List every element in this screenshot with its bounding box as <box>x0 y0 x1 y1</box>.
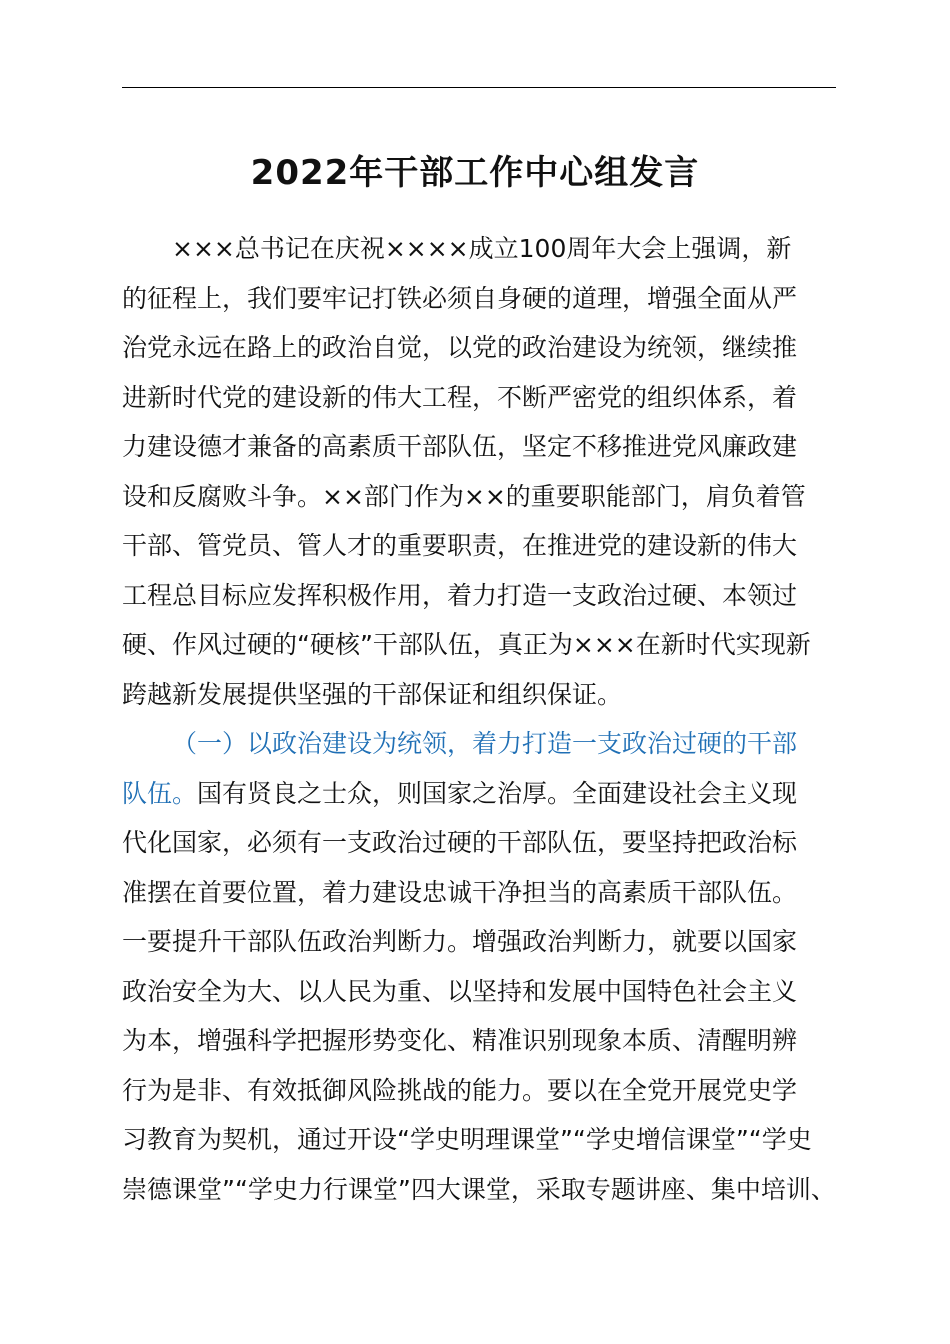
text-line: 行为是非、有效抵御风险挑战的能力。要以在全党开展党史学 <box>122 1075 798 1105</box>
text-line: 进新时代党的建设新的伟大工程，不断严密党的组织体系，着 <box>122 382 798 412</box>
section-heading-end: 队伍。 <box>122 778 198 808</box>
text-line <box>122 769 840 819</box>
header-rule <box>122 87 836 88</box>
text-line: 政治安全为大、以人民为重、以坚持和发展中国特色社会主义 <box>122 976 798 1006</box>
text-line: 为本，增强科学把握形势变化、精准识别现象本质、清醒明辨 <box>122 1026 798 1055</box>
text-line: 一要提升干部队伍政治判断力。增强政治判断力，就要以国家 <box>122 927 798 956</box>
text-line: 设和反腐败斗争。××部门作为××的重要职能部门，肩负着管 <box>122 481 806 511</box>
text-line: 习教育为契机，通过开设“学史明理课堂”“学史增信课堂”“学史 <box>122 1125 812 1154</box>
text-line: 代化国家，必须有一支政治过硬的干部队伍，要坚持把政治标 <box>122 828 798 857</box>
paragraph-intro <box>122 224 840 719</box>
text-line: 治党永远在路上的政治自觉，以党的政治建设为统领，继续推 <box>122 333 798 362</box>
page-title: 2022年干部工作中心组发言 <box>250 153 700 193</box>
text-line: 力建设德才兼备的高素质干部队伍，坚定不移推进党风廉政建 <box>122 432 798 461</box>
text-line: 崇德课堂”“学史力行课堂”四大课堂，采取专题讲座、集中培训、 <box>122 1174 836 1204</box>
text-line: 硬、作风过硬的“硬核”干部队伍，真正为×××在新时代实现新 <box>122 630 811 659</box>
text-line: ×××总书记在庆祝××××成立100周年大会上强调，新 <box>172 234 792 263</box>
paragraph-section-one <box>122 719 840 1214</box>
text-line: 的征程上，我们要牢记打铁必须自身硬的道理，增强全面从严 <box>122 283 798 313</box>
document-body <box>122 224 840 1214</box>
text-line-rest: 国有贤良之士众，则国家之治厚。全面建设社会主义现 <box>197 778 798 808</box>
text-line: 工程总目标应发挥积极作用，着力打造一支政治过硬、本领过 <box>122 580 798 610</box>
text-line: 干部、管党员、管人才的重要职责，在推进党的建设新的伟大 <box>122 531 798 560</box>
text-line: 准摆在首要位置，着力建设忠诚干净担当的高素质干部队伍。 <box>122 877 798 907</box>
section-heading: （一）以政治建设为统领，着力打造一支政治过硬的干部 <box>172 729 798 758</box>
text-line: 跨越新发展提供坚强的干部保证和组织保证。 <box>122 679 623 709</box>
